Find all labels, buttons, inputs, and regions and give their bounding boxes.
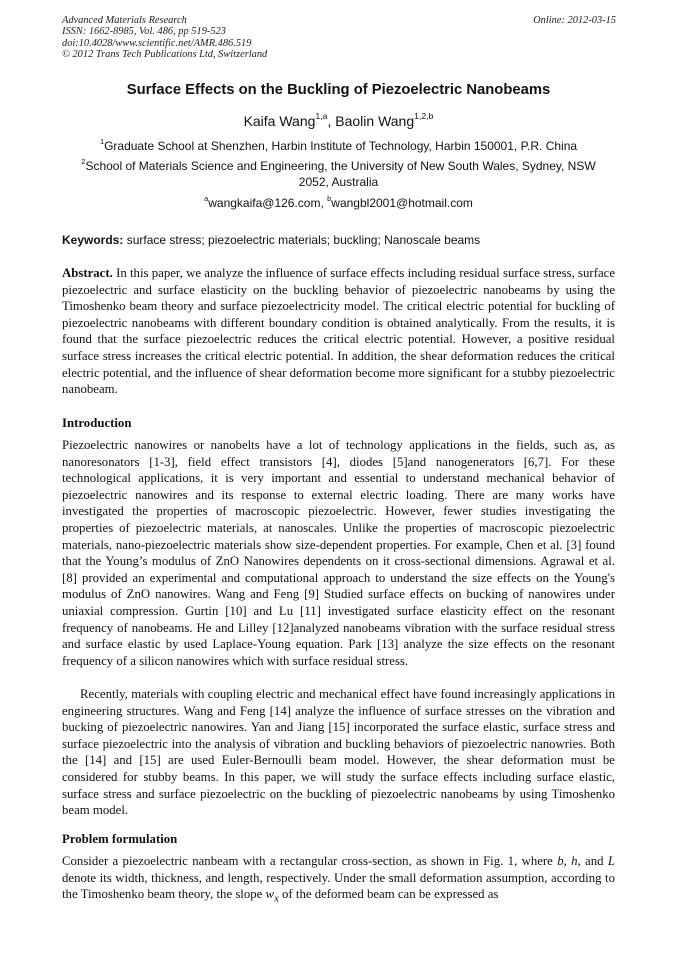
keywords xyxy=(62,232,615,248)
problem-text: Consider a piezoelectric nanbeam with a rectangular cross-section, as shown in Fig. 1, where xyxy=(62,854,558,868)
var-L: L xyxy=(607,854,615,868)
affiliation-text: School of Materials Science and Engineering, the University of New South Wales, Sydney, NSW 2052, Australia xyxy=(85,159,596,189)
problem-text: of the deformed beam can be expressed as xyxy=(278,887,499,902)
author-name: Baolin Wang xyxy=(335,113,415,129)
var-w-subscript: x xyxy=(274,893,279,905)
abstract-label: Abstract. xyxy=(62,266,113,280)
abstract-text: In this paper, we analyze the influence of surface effects including residual surface stress, surface piezoelectric and surface elasticity on the buckling behavior of piezoelectric nanobeams by using the Timoshenko beam theory and surface piezoelectricity model. The critical electric potential for buckling of piezoelectric nanobeams with different boundary condition is obtained analytically. From the results, it is found that the surface piezoelectric reduces the critical electric potential. However, a positive residual surface stress increases the critical electric potential. In addition, the shear deformation reduces the critical electric potential, and the influence of shear deformation become more significant for a stubby piezoelectric nanobeam. xyxy=(62,266,615,397)
journal-meta xyxy=(62,15,267,61)
keywords-label: Keywords: xyxy=(62,233,124,247)
email-sup: a xyxy=(204,193,209,203)
intro-paragraph-1: Piezoelectric nanowires or nanobelts have a lot of technology applications in the fields, such as, as nanoresonators [1-3], field effect transistors [4], diodes [5]and nanogenerators [6,7]. For these technological applications, it is very important and essential to understand mechanical behavior of piezoelectric nanowires and its response to external electric loading. There are many works have investigated the properties of macroscopic piezoelectric. However, fewer studies investigating the properties of piezoelectric materials, at nanoscales. Unlike the properties of macroscopic piezoelectric materials, nano-piezoelectric materials show size-dependent properties. For example, Chen et al. [3] found that the Young’s modulus of ZnO Nanowires dependents on it cross-sectional dimensions. Agrawal et al. [8] provided an experimental and computational approach to understand the size effects on the Young's modulus of ZnO nanowires. Wang and Feng [9] Studied surface effects on bucking of nanowires under uniaxial compression. Gurtin [10] and Lu [11] investigated surface elasticity effect on the resonant frequency of nanobeams. He and Lilley [12]analyzed nanobeams vibration with the surface residual stress and surface elastic by used Laplace-Young equation. Park [13] analyze the size effects on the resonant frequency of a silicon nanowires which with surface residual stress. xyxy=(62,438,615,668)
issn: ISSN: 1662-8985, Vol. 486, pp 519-523 xyxy=(62,26,226,38)
separator: , xyxy=(563,854,572,868)
affiliation-2 xyxy=(66,158,611,190)
online-date: Online: 2012-03-15 xyxy=(533,15,616,26)
heading-problem-formulation: Problem formulation xyxy=(62,832,178,846)
separator: , and xyxy=(577,854,608,868)
author-name: Kaifa Wang xyxy=(243,113,316,129)
author-sup: 1,a xyxy=(315,111,328,122)
email-link[interactable]: wangkaifa@126.com xyxy=(208,196,321,210)
var-w: w xyxy=(265,887,275,902)
abstract xyxy=(62,265,615,398)
problem-paragraph xyxy=(62,853,615,908)
affiliation-sup: 2 xyxy=(81,156,86,166)
email-separator: , xyxy=(320,196,328,210)
author-line xyxy=(62,111,615,131)
paper-title: Surface Effects on the Buckling of Piezoelectric Nanobeams xyxy=(126,82,551,98)
var-h: h xyxy=(571,854,578,868)
journal-name: Advanced Materials Research xyxy=(62,15,187,26)
var-b: b xyxy=(557,854,564,868)
keywords-text: surface stress; piezoelectric materials; buckling; Nanoscale beams xyxy=(123,233,481,247)
author-separator: , xyxy=(327,113,336,129)
affiliation-text: Graduate School at Shenzhen, Harbin Institute of Technology, Harbin 150001, P.R. China xyxy=(104,139,578,153)
copyright: © 2012 Trans Tech Publications Ltd, Switzerland xyxy=(62,49,268,61)
doi[interactable]: doi:10.4028/www.scientific.net/AMR.486.519 xyxy=(62,37,252,49)
email-sup: b xyxy=(327,193,332,203)
problem-text: denote its width, thickness, and length, respectively. Under the small deformation assumption, according to the Timoshenko beam theory, the slope xyxy=(62,870,615,902)
affiliation-1 xyxy=(62,138,615,154)
email-link[interactable]: wangbl2001@hotmail.com xyxy=(331,196,473,210)
heading-introduction: Introduction xyxy=(62,416,132,430)
intro-paragraph-2: Recently, materials with coupling electric and mechanical effect have found increasingly applications in engineering structures. Wang and Feng [14] analyze the influence of surface stresses on the vibration and bucking of piezoelectric nanowires. Yan and Jiang [15] incorporated the surface elastic, surface stress and surface piezoelectric into the analysis of vibration and buckling behaviors of piezoelectric nanowries. Both the [14] and [15] are used Euler-Bernoulli beam model. However, the shear deformation must be considered for stubby beams. In this paper, we will study the surface effects including surface elastic, surface stress and surface piezoelectric on the buckling of piezoelectric nanobeams by using Timoshenko beam model. xyxy=(62,687,615,818)
author-sup: 1,2,b xyxy=(414,111,434,122)
email-line xyxy=(62,195,615,211)
affiliation-sup: 1 xyxy=(99,136,105,146)
